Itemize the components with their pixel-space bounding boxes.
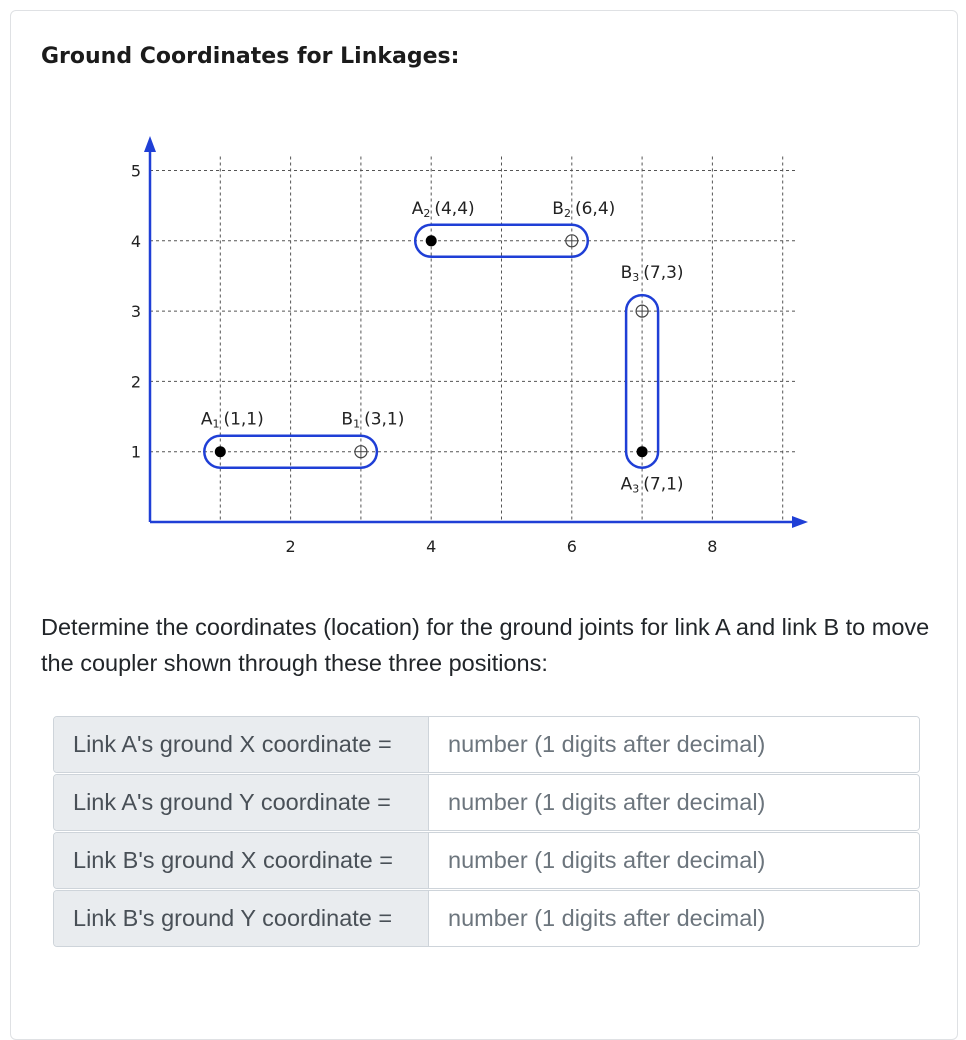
link-b-ground-x-input[interactable]: [429, 833, 919, 888]
answer-label: Link B's ground Y coordinate =: [54, 891, 429, 946]
label-b3: B3 (7,3): [620, 263, 684, 285]
answer-row-b-y: [53, 890, 920, 947]
joint-a2: [426, 235, 437, 246]
label-b1: B1 (3,1): [341, 409, 405, 431]
y-tick-label: 1: [130, 442, 142, 462]
x-tick-label: 4: [426, 537, 437, 556]
answer-form: [53, 716, 920, 948]
y-tick-label: 5: [130, 161, 142, 181]
x-axis-arrow: [792, 516, 808, 528]
answer-row-a-y: [53, 774, 920, 831]
x-tick-label: 2: [285, 537, 296, 556]
page-title: Ground Coordinates for Linkages:: [41, 44, 460, 69]
x-tick-label: 8: [707, 537, 718, 556]
answer-row-a-x: [53, 716, 920, 773]
link-a-ground-x-input[interactable]: [429, 717, 919, 772]
label-b2: B2 (6,4): [552, 198, 616, 220]
joint-a1: [215, 446, 226, 457]
label-a3: A3 (7,1): [620, 474, 684, 496]
joint-b1: [355, 446, 367, 458]
joint-a3: [637, 446, 648, 457]
label-a2: A2 (4,4): [411, 198, 475, 220]
joint-b3: [636, 305, 648, 317]
y-tick-label: 2: [130, 372, 142, 392]
label-a1: A1 (1,1): [200, 409, 264, 431]
answer-label: Link A's ground X coordinate =: [54, 717, 429, 772]
joint-b2: [566, 235, 578, 247]
answer-label: Link B's ground X coordinate =: [54, 833, 429, 888]
y-axis-arrow: [144, 136, 156, 152]
link-a-ground-y-input[interactable]: [429, 775, 919, 830]
answer-label: Link A's ground Y coordinate =: [54, 775, 429, 830]
point-labels: [201, 199, 684, 496]
answer-row-b-x: [53, 832, 920, 889]
question-prompt: Determine the coordinates (location) for the ground joints for link A and link B to move the coupler shown through these three positions:: [41, 614, 930, 676]
y-tick-label: 3: [130, 302, 142, 322]
tick-labels: [131, 162, 718, 557]
x-tick-label: 6: [566, 537, 577, 556]
y-tick-label: 4: [130, 231, 142, 251]
axes: [144, 136, 808, 528]
link-b-ground-y-input[interactable]: [429, 891, 919, 946]
